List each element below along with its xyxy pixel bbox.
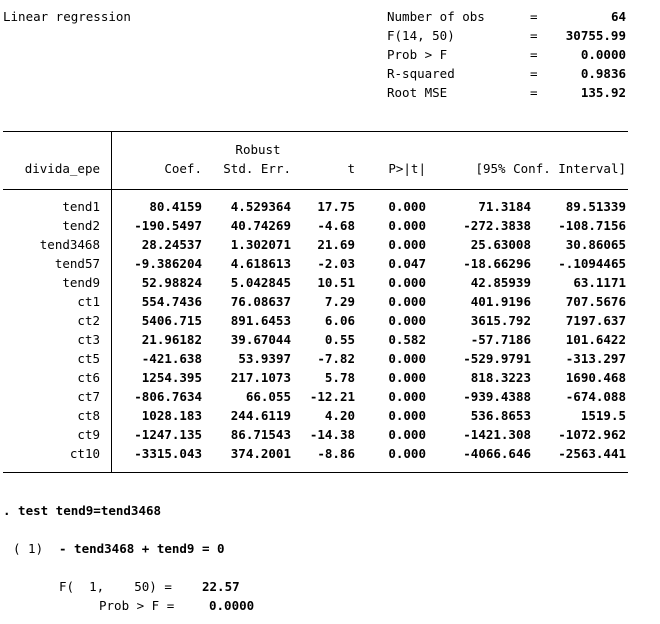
t-cell: 0.55 <box>324 332 355 347</box>
p-cell: 0.000 <box>388 408 426 423</box>
ci-lower-cell: 25.63008 <box>470 237 531 252</box>
variable-name: ct8 <box>77 408 100 423</box>
coef-cell: -1247.135 <box>134 427 202 442</box>
se-cell: 39.67044 <box>230 332 291 347</box>
f-stat-label: F( 1, 50) = <box>59 579 172 594</box>
ci-upper-cell: 707.5676 <box>565 294 626 309</box>
stat-value: 0.9836 <box>580 66 626 81</box>
ci-upper-cell: -1072.962 <box>558 427 626 442</box>
p-cell: 0.000 <box>388 218 426 233</box>
ci-upper-cell: 89.51339 <box>565 199 626 214</box>
ci-upper-cell: -2563.441 <box>558 446 626 461</box>
se-header: Std. Err. <box>223 161 291 176</box>
ci-upper-cell: -313.297 <box>565 351 626 366</box>
stat-equals: = <box>530 28 538 43</box>
se-cell: 374.2001 <box>230 446 291 461</box>
table-top-rule <box>3 131 628 132</box>
t-cell: 17.75 <box>317 199 355 214</box>
variable-name: tend9 <box>62 275 100 290</box>
p-cell: 0.000 <box>388 275 426 290</box>
ci-lower-cell: 401.9196 <box>470 294 531 309</box>
se-cell: 53.9397 <box>238 351 291 366</box>
p-cell: 0.000 <box>388 427 426 442</box>
variable-name: tend57 <box>54 256 100 271</box>
t-cell: 7.29 <box>324 294 355 309</box>
t-cell: -12.21 <box>309 389 355 404</box>
variable-name: ct10 <box>69 446 100 461</box>
ci-lower-cell: -4066.646 <box>463 446 531 461</box>
t-cell: -14.38 <box>309 427 355 442</box>
stat-label: F(14, 50) <box>387 28 455 43</box>
stat-equals: = <box>530 9 538 24</box>
p-cell: 0.582 <box>388 332 426 347</box>
ci-lower-cell: -18.66296 <box>463 256 531 271</box>
regression-title: Linear regression <box>3 9 131 24</box>
se-cell: 244.6119 <box>230 408 291 423</box>
stat-equals: = <box>530 66 538 81</box>
se-cell: 40.74269 <box>230 218 291 233</box>
t-cell: 6.06 <box>324 313 355 328</box>
ci-header: [95% Conf. Interval] <box>475 161 626 176</box>
coef-cell: 1254.395 <box>141 370 202 385</box>
coef-cell: -421.638 <box>141 351 202 366</box>
ci-upper-cell: -108.7156 <box>558 218 626 233</box>
coef-cell: -806.7634 <box>134 389 202 404</box>
constraint-number: ( 1) <box>13 541 44 556</box>
t-cell: 4.20 <box>324 408 355 423</box>
se-cell: 86.71543 <box>230 427 291 442</box>
coef-cell: -190.5497 <box>134 218 202 233</box>
ci-upper-cell: 63.1171 <box>573 275 626 290</box>
table-bottom-rule <box>3 472 628 473</box>
se-cell: 4.618613 <box>230 256 291 271</box>
robust-label: Robust <box>235 142 281 157</box>
t-cell: -8.86 <box>317 446 355 461</box>
variable-name: ct2 <box>77 313 100 328</box>
stat-equals: = <box>530 47 538 62</box>
se-cell: 891.6453 <box>230 313 291 328</box>
variable-name: ct6 <box>77 370 100 385</box>
stat-label: Root MSE <box>387 85 448 100</box>
variable-name: ct7 <box>77 389 100 404</box>
t-cell: 21.69 <box>317 237 355 252</box>
coef-cell: 52.98824 <box>141 275 202 290</box>
ci-lower-cell: 818.3223 <box>470 370 531 385</box>
coef-cell: 1028.183 <box>141 408 202 423</box>
p-cell: 0.000 <box>388 370 426 385</box>
se-cell: 5.042845 <box>230 275 291 290</box>
ci-lower-cell: -939.4388 <box>463 389 531 404</box>
depvar-header: divida_epe <box>24 161 100 176</box>
table-header-rule <box>3 189 628 190</box>
variable-name: ct1 <box>77 294 100 309</box>
t-cell: -4.68 <box>317 218 355 233</box>
p-cell: 0.000 <box>388 313 426 328</box>
t-cell: -2.03 <box>317 256 355 271</box>
stat-label: Prob > F <box>387 47 448 62</box>
ci-upper-cell: 7197.637 <box>565 313 626 328</box>
variable-name: ct5 <box>77 351 100 366</box>
ci-lower-cell: -1421.308 <box>463 427 531 442</box>
ci-lower-cell: 3615.792 <box>470 313 531 328</box>
p-cell: 0.047 <box>388 256 426 271</box>
p-cell: 0.000 <box>388 446 426 461</box>
ci-lower-cell: 536.8653 <box>470 408 531 423</box>
ci-upper-cell: 101.6422 <box>565 332 626 347</box>
t-cell: 10.51 <box>317 275 355 290</box>
ci-upper-cell: 1690.468 <box>565 370 626 385</box>
coef-cell: 5406.715 <box>141 313 202 328</box>
stat-value: 64 <box>610 9 626 24</box>
coef-cell: -9.386204 <box>134 256 202 271</box>
t-cell: -7.82 <box>317 351 355 366</box>
stat-label: R-squared <box>387 66 455 81</box>
se-cell: 1.302071 <box>230 237 291 252</box>
stat-value: 135.92 <box>580 85 626 100</box>
ci-lower-cell: 71.3184 <box>478 199 531 214</box>
p-header: P>|t| <box>388 161 426 176</box>
f-stat-value: 22.57 <box>202 579 240 594</box>
se-cell: 217.1073 <box>230 370 291 385</box>
p-cell: 0.000 <box>388 199 426 214</box>
ci-lower-cell: -529.9791 <box>463 351 531 366</box>
variable-name: tend1 <box>62 199 100 214</box>
se-cell: 66.055 <box>245 389 291 404</box>
variable-name: ct3 <box>77 332 100 347</box>
variable-name: tend3468 <box>39 237 100 252</box>
se-cell: 4.529364 <box>230 199 291 214</box>
ci-upper-cell: -.1094465 <box>558 256 626 271</box>
coef-cell: 80.4159 <box>149 199 202 214</box>
ci-lower-cell: 42.85939 <box>470 275 531 290</box>
p-cell: 0.000 <box>388 294 426 309</box>
p-cell: 0.000 <box>388 351 426 366</box>
ci-upper-cell: 30.86065 <box>565 237 626 252</box>
p-cell: 0.000 <box>388 389 426 404</box>
stat-equals: = <box>530 85 538 100</box>
ci-lower-cell: -272.3838 <box>463 218 531 233</box>
p-cell: 0.000 <box>388 237 426 252</box>
coef-header: Coef. <box>164 161 202 176</box>
coef-cell: -3315.043 <box>134 446 202 461</box>
constraint-expression: - tend3468 + tend9 = 0 <box>59 541 225 556</box>
t-cell: 5.78 <box>324 370 355 385</box>
t-header: t <box>347 161 355 176</box>
variable-name: tend2 <box>62 218 100 233</box>
stat-label: Number of obs <box>387 9 485 24</box>
se-cell: 76.08637 <box>230 294 291 309</box>
coef-cell: 28.24537 <box>141 237 202 252</box>
test-command: . test tend9=tend3468 <box>3 503 162 518</box>
stat-value: 30755.99 <box>565 28 626 43</box>
variable-name: ct9 <box>77 427 100 442</box>
ci-lower-cell: -57.7186 <box>470 332 531 347</box>
stat-value: 0.0000 <box>580 47 626 62</box>
ci-upper-cell: -674.088 <box>565 389 626 404</box>
coef-cell: 554.7436 <box>141 294 202 309</box>
coef-cell: 21.96182 <box>141 332 202 347</box>
prob-label: Prob > F = <box>99 598 175 613</box>
prob-value: 0.0000 <box>209 598 255 613</box>
ci-upper-cell: 1519.5 <box>580 408 626 423</box>
